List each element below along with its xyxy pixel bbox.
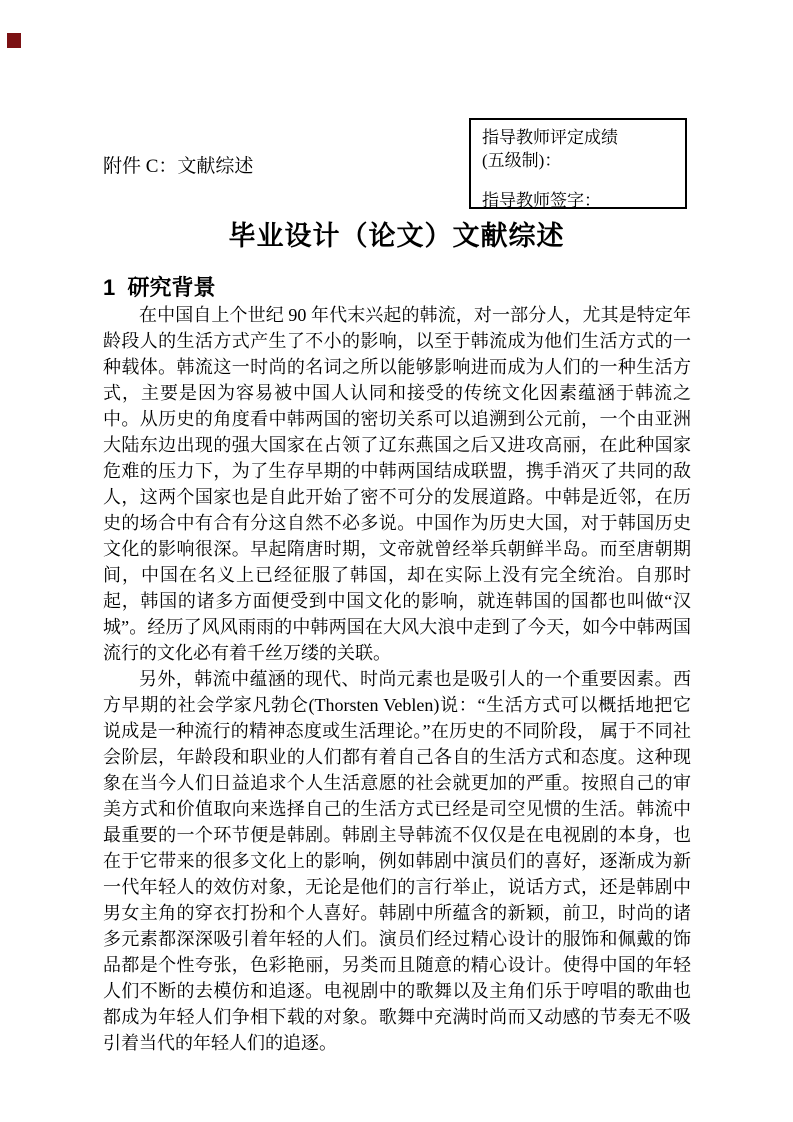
advisor-grade-box	[469, 118, 687, 209]
red-corner-marker	[7, 33, 21, 48]
section-heading-research-background: 1 研究背景	[103, 275, 216, 300]
paragraph-1: 在中国自上个世纪 90 年代末兴起的韩流，对一部分人，尤其是特定年龄段人的生活方式产生了不小的影响，以至于韩流成为他们生活方式的一种载体。韩流这一时尚的名词之所以能够影响进而成为人们的一种生活方式，主要是因为容易被中国人认同和接受的传统文化因素蕴涵于韩流之中。从历史的角度看中韩两国的密切关系可以追溯到公元前，一个由亚洲大陆东边出现的强大国家在占领了辽东燕国之后又进攻高丽，在此种国家危难的压力下，为了生存早期的中韩两国结成联盟，携手消灭了共同的敌人，这两个国家也是自此开始了密不可分的发展道路。中韩是近邻，在历史的场合中有合有分这自然不必多说。中国作为历史大国，对于韩国历史文化的影响很深。早起隋唐时期，文帝就曾经举兵朝鲜半岛。而至唐朝期间，中国在名义上已经征服了韩国，却在实际上没有完全统治。自那时起，韩国的诸多方面便受到中国文化的影响，就连韩国的国都也叫做“汉城”。经历了风风雨雨的中韩两国在大风大浪中走到了今天，如今中韩两国流行的文化必有着千丝万缕的关联。	[103, 305, 691, 663]
document-title: 毕业设计（论文）文献综述	[228, 221, 565, 251]
grade-box-score-label: 指导教师评定成绩	[482, 128, 618, 147]
paragraph-2: 另外，韩流中蕴涵的现代、时尚元素也是吸引人的一个重要因素。西方早期的社会学家凡勃仑(Thorsten Veblen)说：“生活方式可以概括地把它说成是一种流行的精神态度或生活理论。”在历史的不同阶段， 属于不同社会阶层，年龄段和职业的人们都有着自己各自的生活方式和态度。这种现象在当今人们日益追求个人生活意愿的社会就更加的严重。按照自己的审美方式和价值取向来选择自己的生活方式已经是司空见惯的生活。韩流中最重要的一个环节便是韩剧。韩剧主导韩流不仅仅是在电视剧的本身，也在于它带来的很多文化上的影响，例如韩剧中演员们的喜好，逐渐成为新一代年轻人的效仿对象，无论是他们的言行举止，说话方式，还是韩剧中男女主角的穿衣打扮和个人喜好。韩剧中所蕴含的新颖，前卫，时尚的诸多元素都深深吸引着年轻的人们。演员们经过精心设计的服饰和佩戴的饰品都是个性夸张，色彩艳丽，另类而且随意的精心设计。使得中国的年轻人们不断的去模仿和追逐。电视剧中的歌舞以及主角们乐于哼唱的歌曲也都成为年轻人们争相下载的对象。歌舞中充满时尚而又动感的节奏无不吸引着当代的年轻人们的追逐。	[103, 669, 691, 1053]
grade-box-signature-label: 指导教师签字：	[482, 191, 601, 210]
attachment-label: 附件 C：文献综述	[103, 156, 254, 177]
document-body	[103, 302, 691, 1056]
grade-box-scale-label: (五级制)：	[482, 151, 562, 170]
